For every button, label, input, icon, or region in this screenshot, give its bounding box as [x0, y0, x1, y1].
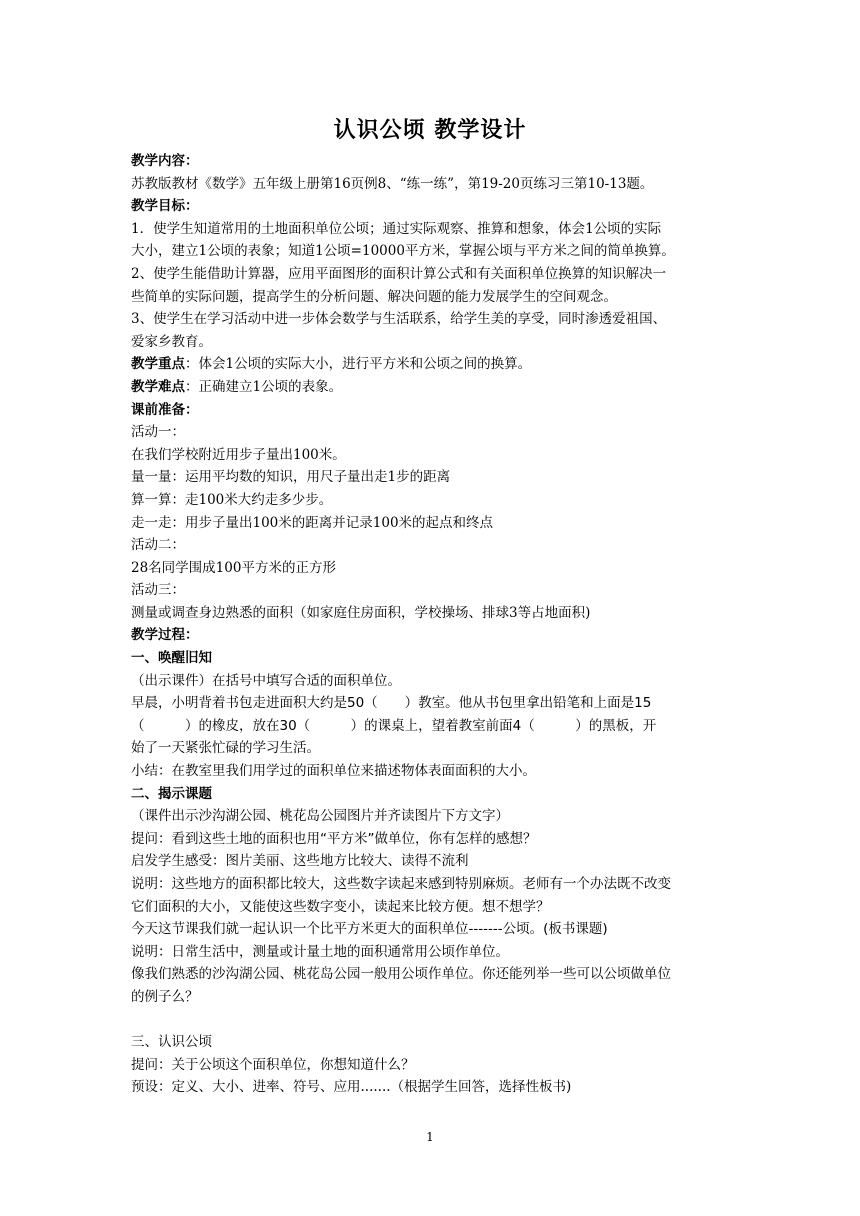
section-heading: 二、揭示课题	[131, 785, 212, 802]
text-line: （ ）的橡皮，放在30（ ）的课桌上，望着教室前面4（ ）的黑板，开	[131, 717, 657, 734]
document-title: 认识公顷 教学设计	[333, 118, 527, 143]
text-line: 2、使学生能借助计算器，应用平面图形的面积计算公式和有关面积单位换算的知识解决一	[131, 265, 667, 282]
text-line: 测量或调查身边熟悉的面积（如家庭住房面积，学校操场、排球3等占地面积)	[131, 604, 591, 621]
text-line: 爱家乡教育。	[131, 333, 212, 350]
text-line: 提问：关于公顷这个面积单位，你想知道什么？	[131, 1056, 415, 1073]
text-line: 在我们学校附近用步子量出100米。	[131, 446, 346, 463]
text-line: 苏教版教材《数学》五年级上册第16页例8、“练一练”，第19-20页练习三第10-13题。	[131, 175, 654, 192]
text-line: 1．使学生知道常用的土地面积单位公顷；通过实际观察、推算和想象，体会1公顷的实际	[131, 220, 662, 237]
document-body	[131, 150, 731, 1099]
key-point-text: ：正确建立1公顷的表象。	[185, 378, 343, 395]
page-number: 1	[426, 1130, 434, 1144]
blank-line	[131, 1009, 731, 1032]
section-heading: 一、唤醒旧知	[131, 650, 212, 667]
key-point-label: 教学重点	[131, 356, 185, 373]
text-line: （出示课件）在括号中填写合适的面积单位。	[131, 672, 401, 689]
text-line: 早晨，小明背着书包走进面积大约是50（ ）教室。他从书包里拿出铅笔和上面是15	[131, 695, 652, 712]
text-line: 启发学生感受：图片美丽、这些地方比较大、读得不流利	[131, 853, 469, 870]
text-line: 提问：看到这些土地的面积也用“平方米”做单位，你有怎样的感想？	[131, 830, 537, 847]
text-line: 的例子么？	[131, 988, 199, 1005]
text-line: 3、使学生在学习活动中进一步体会数学与生活联系，给学生美的享受，同时渗透爱祖国、	[131, 311, 667, 328]
text-line: 今天这节课我们就一起认识一个比平方米更大的面积单位-------公顷。(板书课题)	[131, 921, 608, 938]
text-line: 走一走：用步子量出100米的距离并记录100米的起点和终点	[131, 514, 494, 531]
section-heading: 教学过程：	[131, 627, 199, 644]
text-line: 始了一天紧张忙碌的学习生活。	[131, 740, 320, 757]
text-line: 些简单的实际问题，提高学生的分析问题、解决问题的能力发展学生的空间观念。	[131, 288, 617, 305]
key-point-text: ：体会1公顷的实际大小，进行平方米和公顷之间的换算。	[185, 356, 532, 373]
text-line: 量一量：运用平均数的知识，用尺子量出走1步的距离	[131, 469, 451, 486]
text-line: （课件出示沙沟湖公园、桃花岛公园图片并齐读图片下方文字）	[131, 808, 509, 825]
text-line: 说明：日常生活中，测量或计量土地的面积通常用公顷作单位。	[131, 943, 509, 960]
text-line: 28名同学围成100平方米的正方形	[131, 559, 336, 576]
key-point-label: 教学难点	[131, 378, 185, 395]
section-heading: 课前准备：	[131, 401, 199, 418]
text-line: 三、认识公顷	[131, 1034, 212, 1051]
key-point-line	[131, 376, 731, 399]
text-line: 活动三：	[131, 582, 185, 599]
text-line: 它们面积的大小，又能使这些数字变小，读起来比较方便。想不想学？	[131, 898, 550, 915]
text-line: 小结：在教室里我们用学过的面积单位来描述物体表面面积的大小。	[131, 763, 536, 780]
text-line: 预设：定义、大小、进率、符号、应用.......（根据学生回答，选择性板书)	[131, 1079, 572, 1096]
section-heading: 教学内容：	[131, 153, 199, 169]
text-line: 大小，建立1公顷的表象；知道1公顷=10000平方米，掌握公顷与平方米之间的简单换算。	[131, 243, 675, 260]
text-line: 算一算：走100米大约走多少步。	[131, 491, 333, 508]
key-point-line	[131, 353, 731, 376]
text-line: 活动一：	[131, 424, 185, 441]
section-heading: 教学目标：	[131, 198, 199, 215]
text-line: 活动二：	[131, 537, 185, 554]
text-line: 像我们熟悉的沙沟湖公园、桃花岛公园一般用公顷作单位。你还能列举一些可以公顷做单位	[131, 966, 671, 983]
text-line: 说明：这些地方的面积都比较大，这些数字读起来感到特别麻烦。老师有一个办法既不改变	[131, 876, 671, 892]
